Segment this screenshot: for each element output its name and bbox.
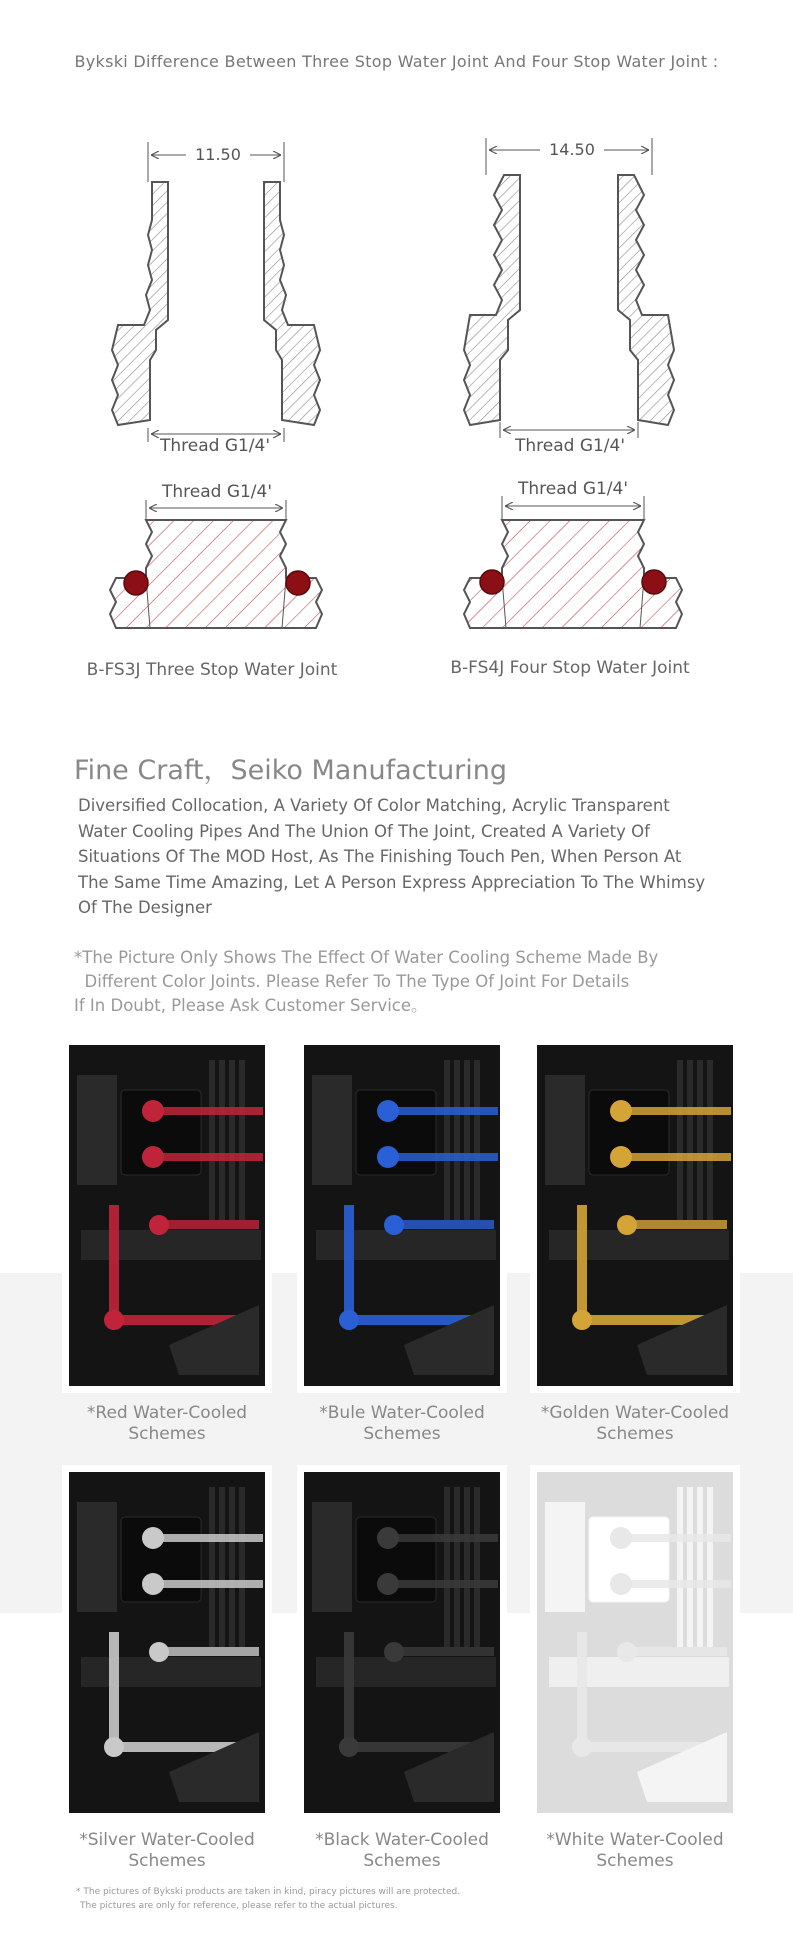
scheme-photo	[297, 1465, 507, 1820]
scheme-caption-title: *Bule Water-Cooled	[319, 1403, 485, 1423]
scheme-caption-title: *Black Water-Cooled	[315, 1830, 489, 1850]
scheme-caption-subtitle: Schemes	[128, 1851, 206, 1871]
scheme-caption-subtitle: Schemes	[363, 1424, 441, 1444]
scheme-caption	[292, 1830, 512, 1872]
scheme-caption	[292, 1403, 512, 1445]
left-thread-label-bottom: Thread G1/4'	[159, 436, 271, 456]
scheme-caption-subtitle: Schemes	[596, 1424, 674, 1444]
scheme-caption-subtitle: Schemes	[363, 1851, 441, 1871]
scheme-photo	[62, 1465, 272, 1820]
four-stop-seal-section	[464, 496, 682, 628]
four-stop-joint-label: B-FS4J Four Stop Water Joint	[450, 658, 690, 678]
scheme-caption-title: *Red Water-Cooled	[86, 1403, 248, 1423]
scheme-photo	[297, 1038, 507, 1393]
footer-note: * The pictures of Bykski products are taken in kind, piracy pictures will are protected. The pictures are only for reference, please refer to the actual pictures.	[76, 1887, 461, 1911]
scheme-caption-title: *White Water-Cooled	[546, 1830, 724, 1850]
oring-left-b	[286, 571, 310, 595]
disclaimer-note: *The Picture Only Shows The Effect Of Water Cooling Scheme Made By Different Color Joints. Please Refer To The Type Of Joint For Details If In Doubt, Please Ask Customer Service。	[74, 948, 659, 1015]
left-thread-label-top: Thread G1/4'	[161, 482, 273, 502]
right-thread-label-top: Thread G1/4'	[517, 479, 629, 499]
scheme-caption	[57, 1403, 277, 1445]
scheme-photo-image	[304, 1045, 500, 1386]
right-thread-label-bottom: Thread G1/4'	[514, 436, 626, 456]
three-stop-seal-section	[110, 500, 322, 628]
oring-right-a	[480, 570, 504, 594]
oring-right-b	[642, 570, 666, 594]
three-stop-joint-label: B-FS3J Three Stop Water Joint	[86, 660, 338, 680]
scheme-photo-image	[69, 1472, 265, 1813]
scheme-photo-image	[69, 1045, 265, 1386]
oring-left-a	[124, 571, 148, 595]
scheme-photo	[62, 1038, 272, 1393]
three-stop-fitting-section	[112, 142, 320, 442]
right-width-dimension: 14.50	[540, 140, 604, 159]
scheme-caption-title: *Golden Water-Cooled	[540, 1403, 730, 1423]
joint-comparison-diagram	[0, 120, 793, 700]
scheme-photo	[530, 1038, 740, 1393]
scheme-caption	[525, 1830, 745, 1872]
scheme-caption-subtitle: Schemes	[596, 1851, 674, 1871]
section-heading: Fine Craft，Seiko Manufacturing	[74, 755, 508, 786]
page-title: Bykski Difference Between Three Stop Water Joint And Four Stop Water Joint :	[74, 52, 719, 71]
scheme-caption	[57, 1830, 277, 1872]
scheme-caption-subtitle: Schemes	[128, 1424, 206, 1444]
scheme-photo-image	[537, 1472, 733, 1813]
scheme-caption-title: *Silver Water-Cooled	[79, 1830, 255, 1850]
left-width-dimension: 11.50	[186, 145, 250, 164]
scheme-photo-image	[537, 1045, 733, 1386]
section-description: Diversified Collocation, A Variety Of Color Matching, Acrylic Transparent Water Cooling Pipes And The Union Of The Joint, Created A Variety Of Situations Of The MOD Host, As The Finishing Touch Pen, When Person At The Same Time Amazing, Let A Person Express Appreciation To The Whimsy Of The Designer	[78, 796, 706, 917]
scheme-caption	[525, 1403, 745, 1445]
scheme-photo-image	[304, 1472, 500, 1813]
scheme-photo	[530, 1465, 740, 1820]
four-stop-fitting-section	[464, 138, 674, 438]
